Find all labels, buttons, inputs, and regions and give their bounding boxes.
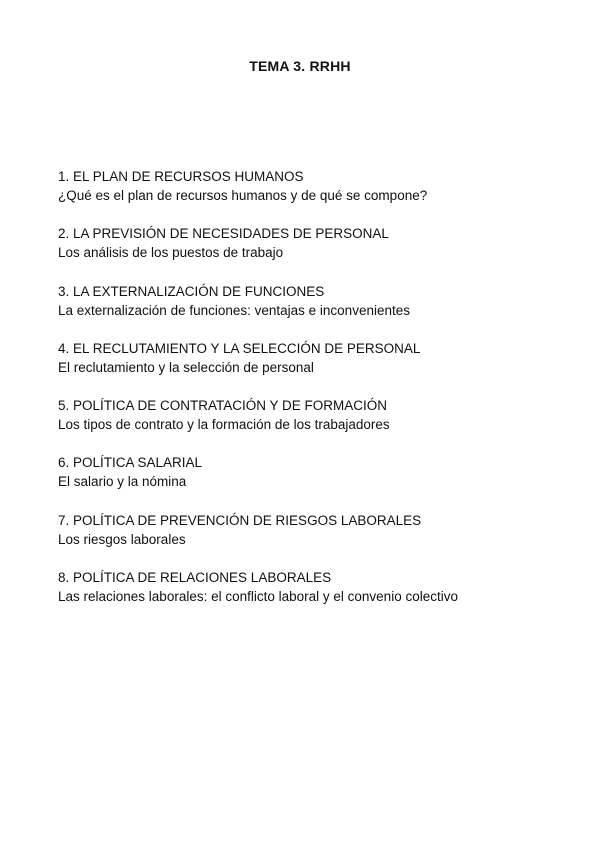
section-item <box>58 225 578 282</box>
section-heading: 4. EL RECLUTAMIENTO Y LA SELECCIÓN DE PERSONAL <box>58 340 421 356</box>
section-description: Los análisis de los puestos de trabajo <box>58 245 284 261</box>
section-heading: 5. POLÍTICA DE CONTRATACIÓN Y DE FORMACIÓN <box>58 398 388 414</box>
section-heading: 8. POLÍTICA DE RELACIONES LABORALES <box>58 570 332 586</box>
section-heading: 2. LA PREVISIÓN DE NECESIDADES DE PERSONAL <box>58 226 389 242</box>
section-heading: 7. POLÍTICA DE PREVENCIÓN DE RIESGOS LABORALES <box>58 512 422 528</box>
section-item <box>58 283 578 340</box>
section-heading: 3. LA EXTERNALIZACIÓN DE FUNCIONES <box>58 283 325 299</box>
section-description: Los riesgos laborales <box>58 531 186 547</box>
section-item <box>58 512 578 569</box>
section-description: Los tipos de contrato y la formación de los trabajadores <box>58 417 390 433</box>
section-description: El salario y la nómina <box>58 474 187 490</box>
section-item <box>58 340 578 397</box>
document-title: TEMA 3. RRHH <box>249 58 351 74</box>
section-item <box>58 454 578 511</box>
section-item <box>58 397 578 454</box>
section-description: Las relaciones laborales: el conflicto laboral y el convenio colectivo <box>58 589 458 605</box>
section-description: La externalización de funciones: ventajas e inconvenientes <box>58 302 410 318</box>
section-item <box>58 168 578 225</box>
section-description: El reclutamiento y la selección de personal <box>58 359 314 375</box>
section-description: ¿Qué es el plan de recursos humanos y de qué se compone? <box>58 188 428 203</box>
section-item <box>58 569 578 626</box>
section-list <box>58 168 578 626</box>
section-heading: 6. POLÍTICA SALARIAL <box>58 455 203 471</box>
section-heading: 1. EL PLAN DE RECURSOS HUMANOS <box>58 169 304 184</box>
